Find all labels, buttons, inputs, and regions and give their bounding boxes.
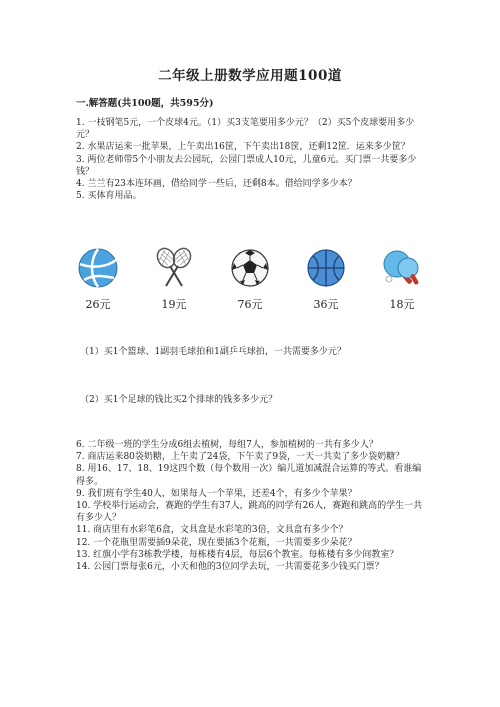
question-1: 1. 一枝钢笔5元，一个皮球4元。（1）买3支笔要用多少元？（2）买5个皮球要用多少元？ [76, 118, 415, 141]
question-4: 4. 兰兰有23本连环画，借给同学一些后，还剩8本。借给同学多少本？ [76, 179, 357, 190]
badminton-rackets-icon [152, 246, 196, 290]
question-8: 8. 用16、17、18、19这四个数（每个数用一次）编儿道加减混合运算的等式。看谁编得多。 [76, 464, 422, 487]
questions-bottom [76, 439, 428, 573]
basketball-icon [304, 246, 348, 290]
price-soccer: 76元 [237, 298, 263, 311]
product-soccer [212, 246, 288, 312]
question-14: 14. 公园门票每张6元，小天和他的3位同学去玩，一共需要花多少钱买门票？ [76, 562, 384, 573]
subquestion-1: （1）买1个篮球、1副羽毛球拍和1副乒乓球拍，一共需要多少元？ [80, 347, 346, 357]
question-9: 9. 我们班有学生40人，如果每人一个苹果，还差4个，有多少个苹果？ [76, 488, 357, 499]
question-5: 5. 买体育用品。 [76, 191, 142, 202]
price-badminton: 19元 [161, 298, 187, 311]
question-12: 12. 一个花瓶里需要插9朵花，现在要插3个花瓶，一共需要多少朵花？ [76, 537, 357, 548]
question-2: 2. 水果店运来一批苹果，上午卖出16筐，下午卖出18筐，还剩12筐．运来多少筐？ [76, 142, 410, 153]
ping-pong-paddles-icon [380, 246, 424, 290]
price-pingpong: 18元 [389, 298, 415, 311]
page-title: 二年级上册数学应用题100道 [158, 68, 342, 84]
price-volleyball: 26元 [85, 298, 111, 311]
questions-top [76, 117, 428, 202]
question-10: 10. 学校举行运动会，赛跑的学生有37人，跳高的同学有26人，赛跑和跳高的学生一共有多少人？ [76, 501, 423, 524]
question-11: 11. 商店里有水彩笔6盒，文具盒是水彩笔的3倍，文具盒有多少个？ [76, 525, 348, 536]
product-badminton [136, 246, 212, 312]
question-3: 3. 两位老师带5个小朋友去公园玩，公园门票成人10元，儿童6元。买门票一共要多少钱？ [76, 154, 417, 177]
sports-products [60, 246, 440, 326]
question-6: 6. 二年级一班的学生分成6组去植树，每组7人，参加植树的一共有多少人？ [76, 440, 378, 450]
subquestion-2: （2）买1个足球的钱比买2个排球的钱多多少元？ [80, 395, 278, 405]
soccer-ball-icon [228, 246, 272, 290]
section-heading: 一.解答题(共100题，共595分) [76, 98, 214, 109]
product-pingpong [364, 246, 440, 312]
volleyball-icon [76, 246, 120, 290]
question-7: 7. 商店运来80袋奶糖，上午卖了24袋，下午卖了9袋，一天一共卖了多少袋奶糖？ [76, 452, 405, 463]
question-13: 13. 红旗小学有3栋教学楼，每栋楼有4层，每层6个教室。每栋楼有多少间教室？ [76, 549, 399, 560]
product-basketball [288, 246, 364, 312]
product-volleyball [60, 246, 136, 312]
price-basketball: 36元 [313, 298, 339, 311]
